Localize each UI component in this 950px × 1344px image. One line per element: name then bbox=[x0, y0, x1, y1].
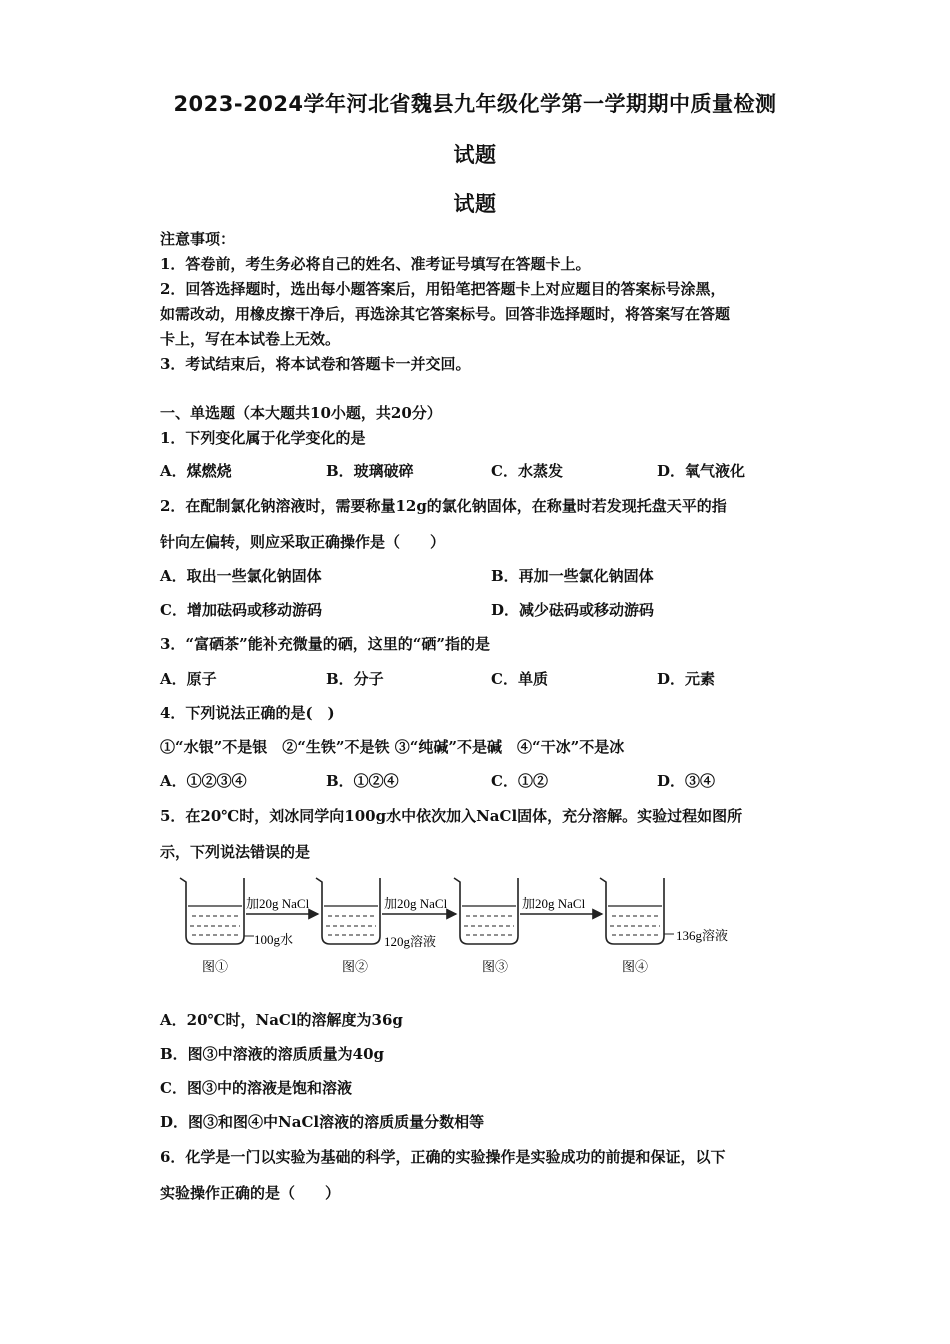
question-1-option-d: D．氧气液化 bbox=[657, 462, 746, 480]
question-6-stem-cont: 实验操作正确的是（ ） bbox=[160, 1184, 341, 1202]
beaker-3 bbox=[454, 878, 518, 944]
question-1-option-c: C．水蒸发 bbox=[491, 462, 563, 480]
section-heading: 一、单选题（本大题共10小题，共20分） bbox=[160, 404, 442, 422]
notice-item-2: 2．回答选择题时，选出每小题答案后，用铅笔把答题卡上对应题目的答案标号涂黑， bbox=[160, 280, 726, 298]
question-4-option-d: D．③④ bbox=[657, 772, 716, 790]
page-title-continued: 试题 bbox=[453, 143, 497, 167]
question-5-option-d: D．图③和图④中NaCl溶液的溶质质量分数相等 bbox=[160, 1113, 485, 1131]
arrow-2-label: 加20g NaCl bbox=[384, 896, 448, 911]
question-5-stem: 5．在20℃时，刘冰同学向100g水中依次加入NaCl固体，充分溶解。实验过程如图所 bbox=[160, 807, 743, 825]
notice-item-2-end: 卡上，写在本试卷上无效。 bbox=[160, 330, 341, 348]
beaker-experiment-figure bbox=[170, 868, 770, 980]
caption-fig-3: 图③ bbox=[482, 959, 509, 974]
question-6-stem: 6．化学是一门以实验为基础的科学，正确的实验操作是实验成功的前提和保证，以下 bbox=[160, 1148, 726, 1166]
question-2-stem: 2．在配制氯化钠溶液时，需要称量12g的氯化钠固体，在称量时若发现托盘天平的指 bbox=[160, 497, 727, 515]
question-5-option-b: B．图③中溶液的溶质质量为40g bbox=[160, 1045, 385, 1063]
question-2-option-a: A．取出一些氯化钠固体 bbox=[160, 567, 322, 585]
page-title: 2023-2024学年河北省魏县九年级化学第一学期期中质量检测 bbox=[173, 92, 777, 116]
question-4-option-b: B．①②④ bbox=[326, 772, 399, 790]
question-1-stem: 1．下列变化属于化学变化的是 bbox=[160, 429, 366, 447]
question-1-option-a: A．煤燃烧 bbox=[160, 462, 232, 480]
question-3-option-d: D．元素 bbox=[657, 670, 716, 688]
question-1-option-b: B．玻璃破碎 bbox=[326, 462, 414, 480]
question-5-option-a: A．20℃时，NaCl的溶解度为36g bbox=[160, 1011, 403, 1029]
question-3-stem: 3．“富硒茶”能补充微量的硒，这里的“硒”指的是 bbox=[160, 635, 490, 653]
notice-item-1: 1．答卷前，考生务必将自己的姓名、准考证号填写在答题卡上。 bbox=[160, 255, 591, 273]
question-2-option-d: D．减少砝码或移动游码 bbox=[491, 601, 655, 619]
question-2-option-c: C．增加砝码或移动游码 bbox=[160, 601, 322, 619]
question-2-stem-cont: 针向左偏转，则应采取正确操作是（ ） bbox=[160, 533, 446, 551]
beaker-2 bbox=[316, 878, 380, 944]
page-subtitle: 试题 bbox=[453, 192, 497, 216]
label-water: 100g水 bbox=[254, 932, 294, 947]
notice-item-2-cont: 如需改动，用橡皮擦干净后，再选涂其它答案标号。回答非选择题时，将答案写在答题 bbox=[160, 305, 731, 323]
beaker-4 bbox=[600, 878, 674, 944]
question-4-option-c: C．①② bbox=[491, 772, 548, 790]
label-solution-1: 120g溶液 bbox=[384, 934, 437, 949]
question-2-option-b: B．再加一些氯化钠固体 bbox=[491, 567, 654, 585]
notice-item-3: 3．考试结束后，将本试卷和答题卡一并交回。 bbox=[160, 355, 471, 373]
caption-fig-2: 图② bbox=[342, 959, 369, 974]
beaker-1 bbox=[180, 878, 254, 944]
notice-heading: 注意事项： bbox=[160, 230, 236, 248]
question-5-option-c: C．图③中的溶液是饱和溶液 bbox=[160, 1079, 352, 1097]
arrow-3-label: 加20g NaCl bbox=[522, 896, 586, 911]
caption-fig-1: 图① bbox=[202, 959, 229, 974]
arrow-1-label: 加20g NaCl bbox=[246, 896, 310, 911]
question-4-statements: ①“水银”不是银 ②“生铁”不是铁 ③“纯碱”不是碱 ④“干冰”不是冰 bbox=[160, 738, 625, 756]
caption-fig-4: 图④ bbox=[622, 959, 649, 974]
question-4-stem: 4．下列说法正确的是( ) bbox=[160, 704, 335, 722]
question-3-option-c: C．单质 bbox=[491, 670, 548, 688]
label-solution-2: 136g溶液 bbox=[676, 928, 729, 943]
question-5-stem-cont: 示，下列说法错误的是 bbox=[160, 843, 311, 861]
question-4-option-a: A．①②③④ bbox=[160, 772, 247, 790]
question-3-option-a: A．原子 bbox=[160, 670, 217, 688]
question-3-option-b: B．分子 bbox=[326, 670, 384, 688]
